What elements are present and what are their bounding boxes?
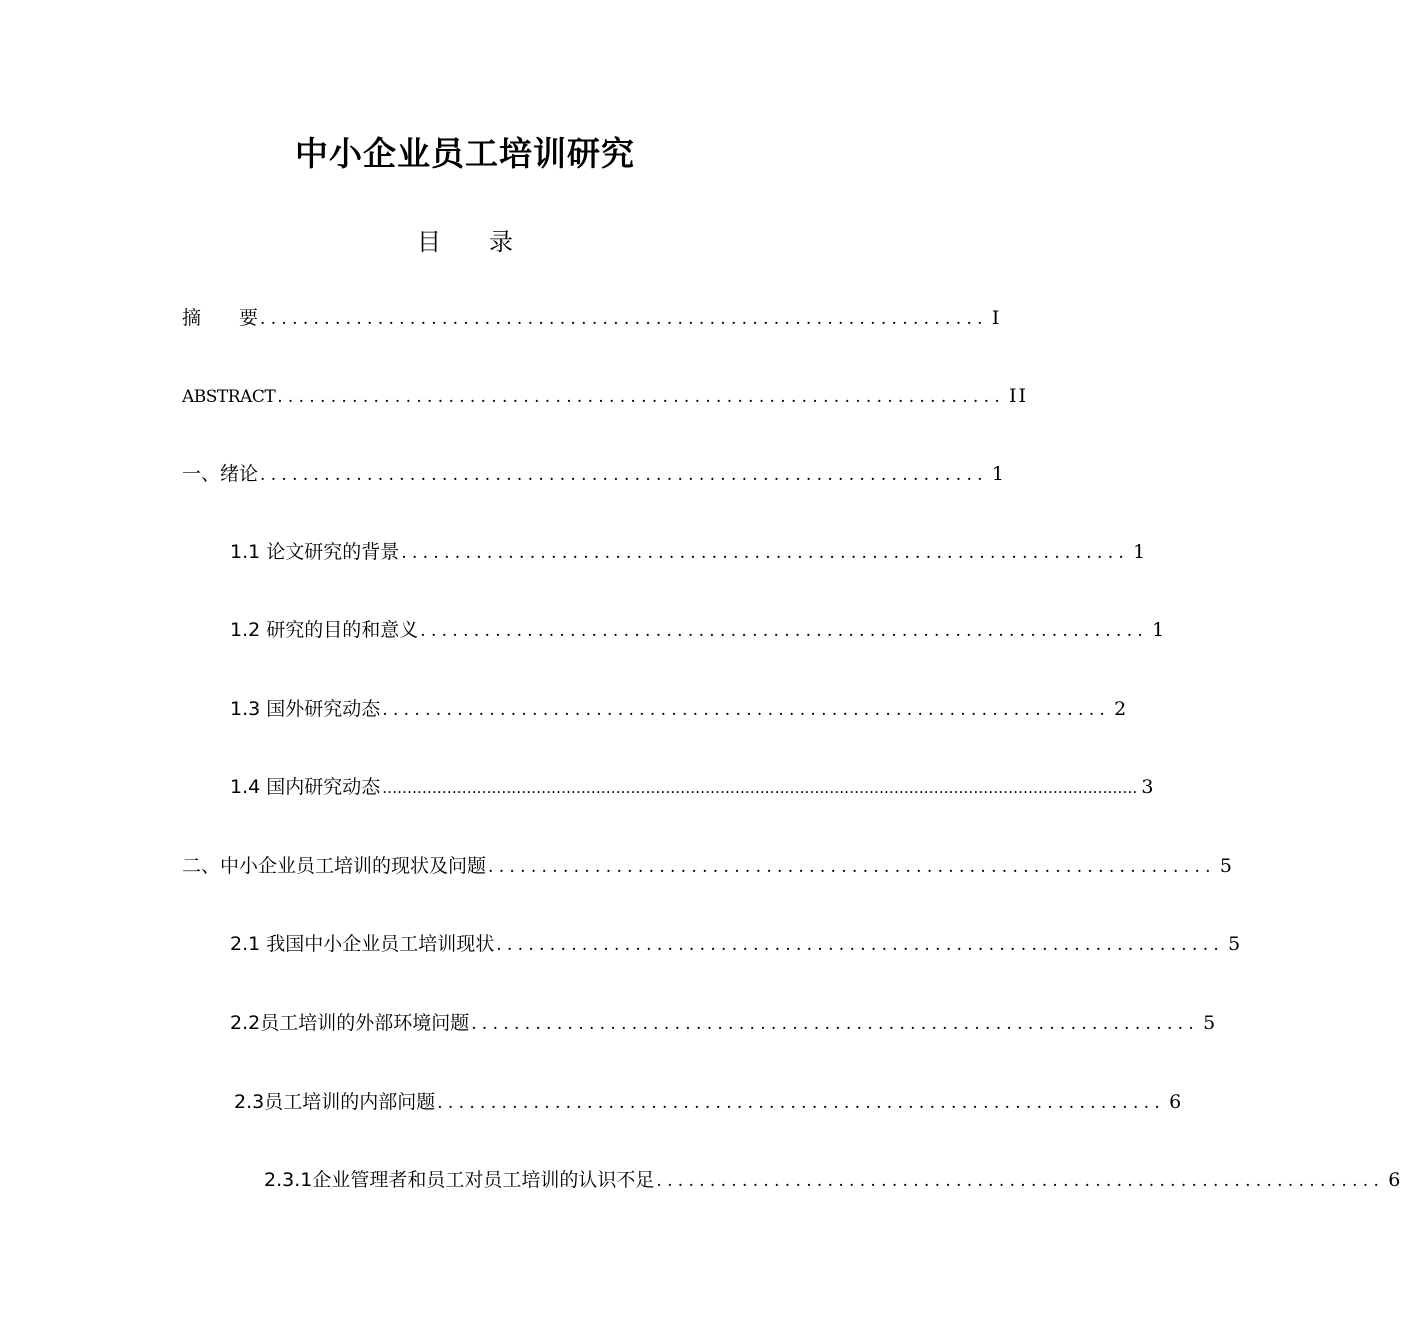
toc-entry-label: 2.3.1企业管理者和员工对员工培训的认识不足 (264, 1169, 655, 1191)
toc-leader-dots: .................................................................... (420, 621, 1149, 641)
toc-entry-label: 一、绪论 (182, 463, 259, 485)
toc-entry-label: 1.4 国内研究动态 (230, 776, 381, 798)
toc-heading-part-1: 目 (417, 228, 441, 256)
toc-entry-page: 6 (1388, 1169, 1402, 1191)
document-title: 中小企业员工培训研究 (295, 134, 635, 173)
toc-leader-dots: .................................................................... (260, 465, 988, 485)
toc-leader-dots: .................................................................... (277, 387, 1006, 407)
toc-leader-dots: .................................................................... (656, 1171, 1385, 1191)
toc-entry-label: 2.2员工培训的外部环境问题 (230, 1012, 470, 1034)
toc-entry-page: 3 (1141, 776, 1154, 798)
toc-leader-dots: .................................................................... (471, 1014, 1200, 1034)
toc-entry[interactable] (234, 1087, 1184, 1117)
toc-entry[interactable] (230, 694, 1129, 724)
toc-entry[interactable] (264, 1165, 1402, 1195)
toc-entry[interactable] (230, 615, 1167, 645)
toc-entry-label: 摘 要 (182, 307, 259, 329)
toc-entry-label: 2.1 我国中小企业员工培训现状 (230, 933, 495, 955)
toc-entry[interactable] (230, 1008, 1218, 1038)
toc-entry-page: II (1009, 385, 1029, 407)
toc-entry-page: I (991, 307, 1002, 329)
toc-entry-label: 1.3 国外研究动态 (230, 698, 381, 720)
toc-entry-label: 二、中小企业员工培训的现状及问题 (182, 855, 487, 877)
toc-leader-dots: .................................................................... (437, 1093, 1166, 1113)
toc-entry-page: 1 (1152, 619, 1167, 641)
toc-heading-part-2: 录 (489, 228, 513, 256)
toc-entry[interactable] (182, 381, 1029, 411)
toc-leader-dots: .................................................................... (496, 935, 1225, 955)
toc-leader-dots: .................................................................... (260, 309, 988, 329)
toc-entry[interactable] (182, 851, 1234, 881)
toc-entry-page: 1 (1133, 541, 1148, 563)
toc-entry-page: 2 (1114, 698, 1129, 720)
toc-leader-dots: .................................................................... (382, 700, 1111, 720)
toc-entry[interactable] (230, 537, 1148, 567)
toc-entry-label: 2.3员工培训的内部问题 (234, 1091, 436, 1113)
toc-leader-dots: .................................................................... (401, 543, 1130, 563)
toc-entry-page: 1 (991, 463, 1006, 485)
toc-entry[interactable] (182, 459, 1006, 489)
toc-entry-label: 1.2 研究的目的和意义 (230, 619, 419, 641)
toc-entry-label: 1.1 论文研究的背景 (230, 541, 400, 563)
toc-entry-page: 6 (1169, 1091, 1184, 1113)
toc-entry[interactable] (230, 929, 1243, 959)
toc-entry-page: 5 (1203, 1012, 1218, 1034)
toc-entry[interactable] (230, 772, 1154, 802)
toc-leader-dots: ........................................................................................................................................................ (382, 779, 1138, 797)
toc-entry[interactable] (182, 303, 1002, 333)
toc-entry-page: 5 (1219, 855, 1234, 877)
toc-leader-dots: .................................................................... (488, 857, 1216, 877)
toc-entry-label: ABSTRACT (182, 387, 276, 407)
toc-entry-page: 5 (1228, 933, 1243, 955)
